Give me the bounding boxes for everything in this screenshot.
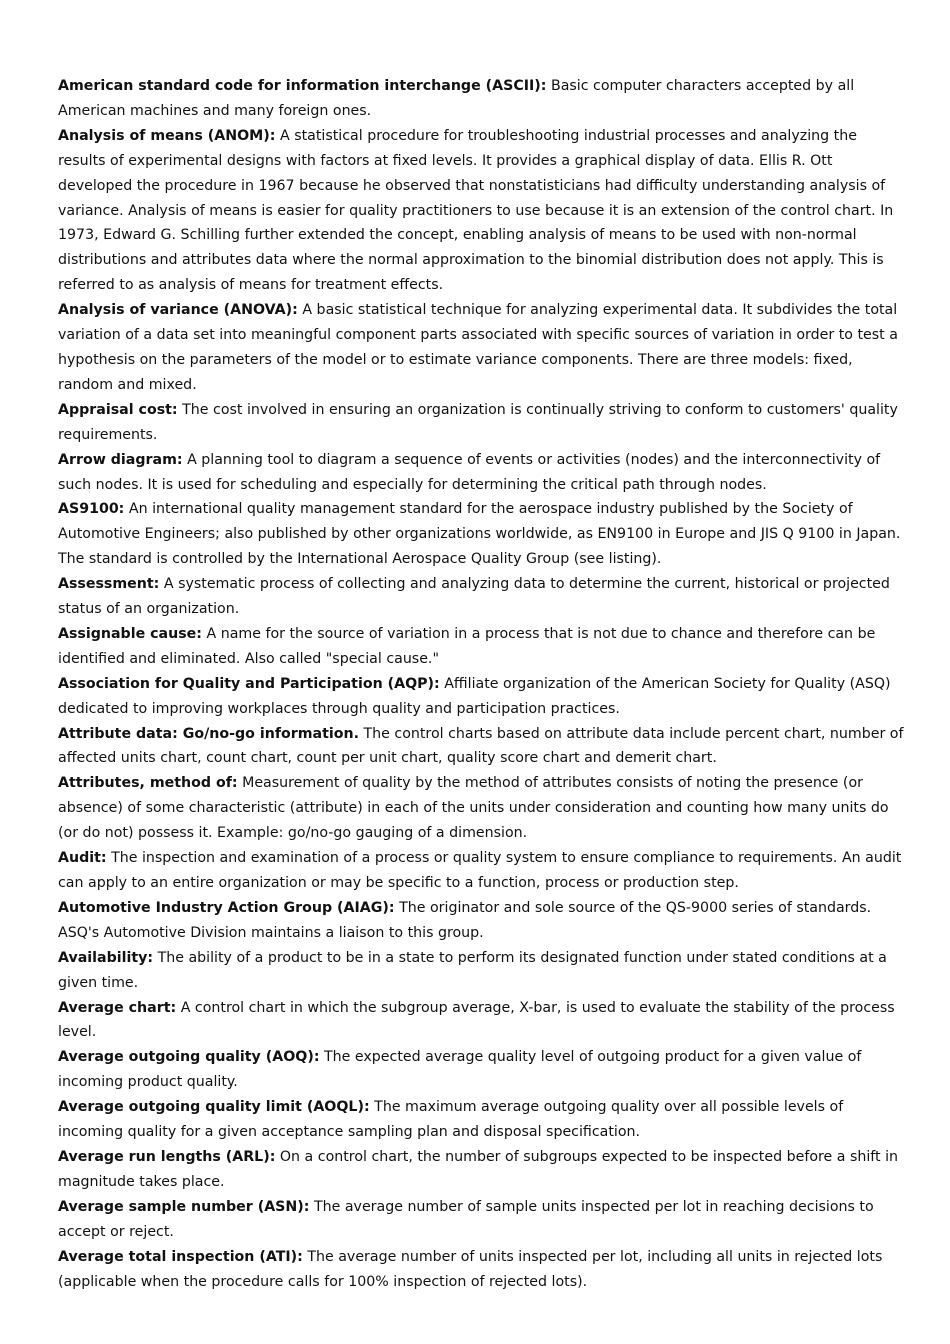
glossary-definition: A systematic process of collecting and analyzing data to determine the current, historical or projected status of an organization. bbox=[58, 576, 890, 618]
glossary-definition: The inspection and examination of a process or quality system to ensure compliance to requirements. An audit can apply to an entire organization or may be specific to a function, process or production step. bbox=[58, 850, 902, 891]
glossary-entry bbox=[58, 771, 906, 846]
glossary-definition: The average number of sample units inspected per lot in reaching decisions to accept or reject. bbox=[58, 1198, 874, 1240]
glossary-term: Average chart: bbox=[58, 999, 177, 1016]
glossary-entry bbox=[58, 1195, 906, 1245]
glossary-term: Analysis of variance (ANOVA): bbox=[58, 302, 298, 319]
glossary-definition: The cost involved in ensuring an organization is continually striving to conform to customers' quality requirements. bbox=[58, 401, 898, 443]
glossary-term: Assessment: bbox=[58, 576, 160, 593]
glossary-term: Automotive Industry Action Group (AIAG): bbox=[58, 899, 395, 916]
glossary-term: Average outgoing quality limit (AOQL): bbox=[58, 1099, 370, 1116]
glossary-entry bbox=[58, 896, 906, 946]
glossary-entry bbox=[58, 497, 906, 572]
glossary-definition: A name for the source of variation in a process that is not due to chance and therefore can be identified and eliminated. Also called "special cause." bbox=[58, 625, 876, 667]
glossary-entry bbox=[58, 996, 906, 1046]
glossary-term: Analysis of means (ANOM): bbox=[58, 127, 276, 144]
glossary-definition: Measurement of quality by the method of attributes consists of noting the presence (or absence) of some characteristic (attribute) in each of the units under consideration and counting how many units do (or do not) possess it. Example: go/no-go gauging of a dimension. bbox=[58, 775, 889, 842]
glossary-entry bbox=[58, 1095, 906, 1145]
glossary-entry bbox=[58, 572, 906, 622]
glossary-term: AS9100: bbox=[58, 501, 125, 518]
glossary-definition: The originator and sole source of the QS-9000 series of standards. ASQ's Automotive Division maintains a liaison to this group. bbox=[58, 899, 872, 941]
glossary-definition: The control charts based on attribute data include percent chart, number of affected units chart, count chart, count per unit chart, quality score chart and demerit chart. bbox=[58, 725, 904, 767]
glossary-definition: Basic computer characters accepted by all American machines and many foreign ones. bbox=[58, 78, 855, 119]
glossary-entry bbox=[58, 448, 906, 498]
glossary-definition: A statistical procedure for troubleshooting industrial processes and analyzing the results of experimental designs with factors at fixed levels. It provides a graphical display of data. Ellis R. Ott developed the procedure in 1967 because he observed that nonstatisticians had difficulty understanding analysis of variance. Analysis of means is easier for quality practitioners to use because it is an extension of the control chart. In 1973, Edward G. Schilling further extended the concept, enabling analysis of means to be used with non-normal distributions and attributes data where the normal approximation to the binomial distribution does not apply. This is referred to as analysis of means for treatment effects. bbox=[58, 127, 894, 294]
glossary-term: American standard code for information interchange (ASCII): bbox=[58, 78, 547, 94]
glossary-term: Availability: bbox=[58, 949, 154, 966]
glossary-term: Arrow diagram: bbox=[58, 451, 183, 468]
glossary-definition: An international quality management standard for the aerospace industry published by the Society of Automotive Engineers; also published by other organizations worldwide, as EN9100 in Europe and JIS Q 9100 in Japan. The standard is controlled by the International Aerospace Quality Group (see listing). bbox=[58, 501, 901, 568]
glossary-definition: The maximum average outgoing quality over all possible levels of incoming quality for a given acceptance sampling plan and disposal specification. bbox=[58, 1099, 844, 1141]
glossary-entry bbox=[58, 672, 906, 722]
glossary-entry bbox=[58, 1245, 906, 1295]
glossary-entry bbox=[58, 398, 906, 448]
glossary-definition: On a control chart, the number of subgroups expected to be inspected before a shift in magnitude takes place. bbox=[58, 1148, 899, 1190]
glossary-entry bbox=[58, 1045, 906, 1095]
glossary-entry bbox=[58, 946, 906, 996]
glossary-term: Average run lengths (ARL): bbox=[58, 1148, 276, 1165]
glossary-term: Assignable cause: bbox=[58, 625, 202, 642]
glossary-term: Average total inspection (ATI): bbox=[58, 1248, 303, 1265]
glossary-definition: A control chart in which the subgroup average, X-bar, is used to evaluate the stability of the process level. bbox=[58, 999, 895, 1041]
glossary-term: Attribute data: Go/no-go information. bbox=[58, 725, 359, 742]
glossary-page bbox=[58, 74, 906, 1294]
glossary-definition: The average number of units inspected per lot, including all units in rejected lots (applicable when the procedure calls for 100% inspection of rejected lots). bbox=[58, 1248, 883, 1290]
glossary-entry bbox=[58, 846, 906, 896]
glossary-entry bbox=[58, 1145, 906, 1195]
glossary-definition: The expected average quality level of outgoing product for a given value of incoming product quality. bbox=[58, 1049, 862, 1091]
glossary-entry bbox=[58, 74, 906, 124]
glossary-term: Audit: bbox=[58, 850, 107, 867]
glossary-definition: The ability of a product to be in a state to perform its designated function under stated conditions at a given time. bbox=[58, 949, 887, 991]
glossary-definition: A planning tool to diagram a sequence of events or activities (nodes) and the interconnectivity of such nodes. It is used for scheduling and especially for determining the critical path through nodes. bbox=[58, 451, 881, 493]
glossary-term: Appraisal cost: bbox=[58, 401, 178, 418]
glossary-definition: Affiliate organization of the American Society for Quality (ASQ) dedicated to improving workplaces through quality and participation practices. bbox=[58, 675, 891, 717]
glossary-entry bbox=[58, 298, 906, 398]
glossary-entry bbox=[58, 722, 906, 772]
glossary-term: Attributes, method of: bbox=[58, 775, 238, 792]
glossary-term: Average outgoing quality (AOQ): bbox=[58, 1049, 320, 1066]
glossary-term: Average sample number (ASN): bbox=[58, 1198, 310, 1215]
glossary-term: Association for Quality and Participation (AQP): bbox=[58, 675, 440, 692]
glossary-entry bbox=[58, 622, 906, 672]
glossary-entry bbox=[58, 124, 906, 298]
glossary-definition: A basic statistical technique for analyzing experimental data. It subdivides the total variation of a data set into meaningful component parts associated with specific sources of variation in order to test a hypothesis on the parameters of the model or to estimate variance components. There are three models: fixed, random and mixed. bbox=[58, 302, 898, 393]
